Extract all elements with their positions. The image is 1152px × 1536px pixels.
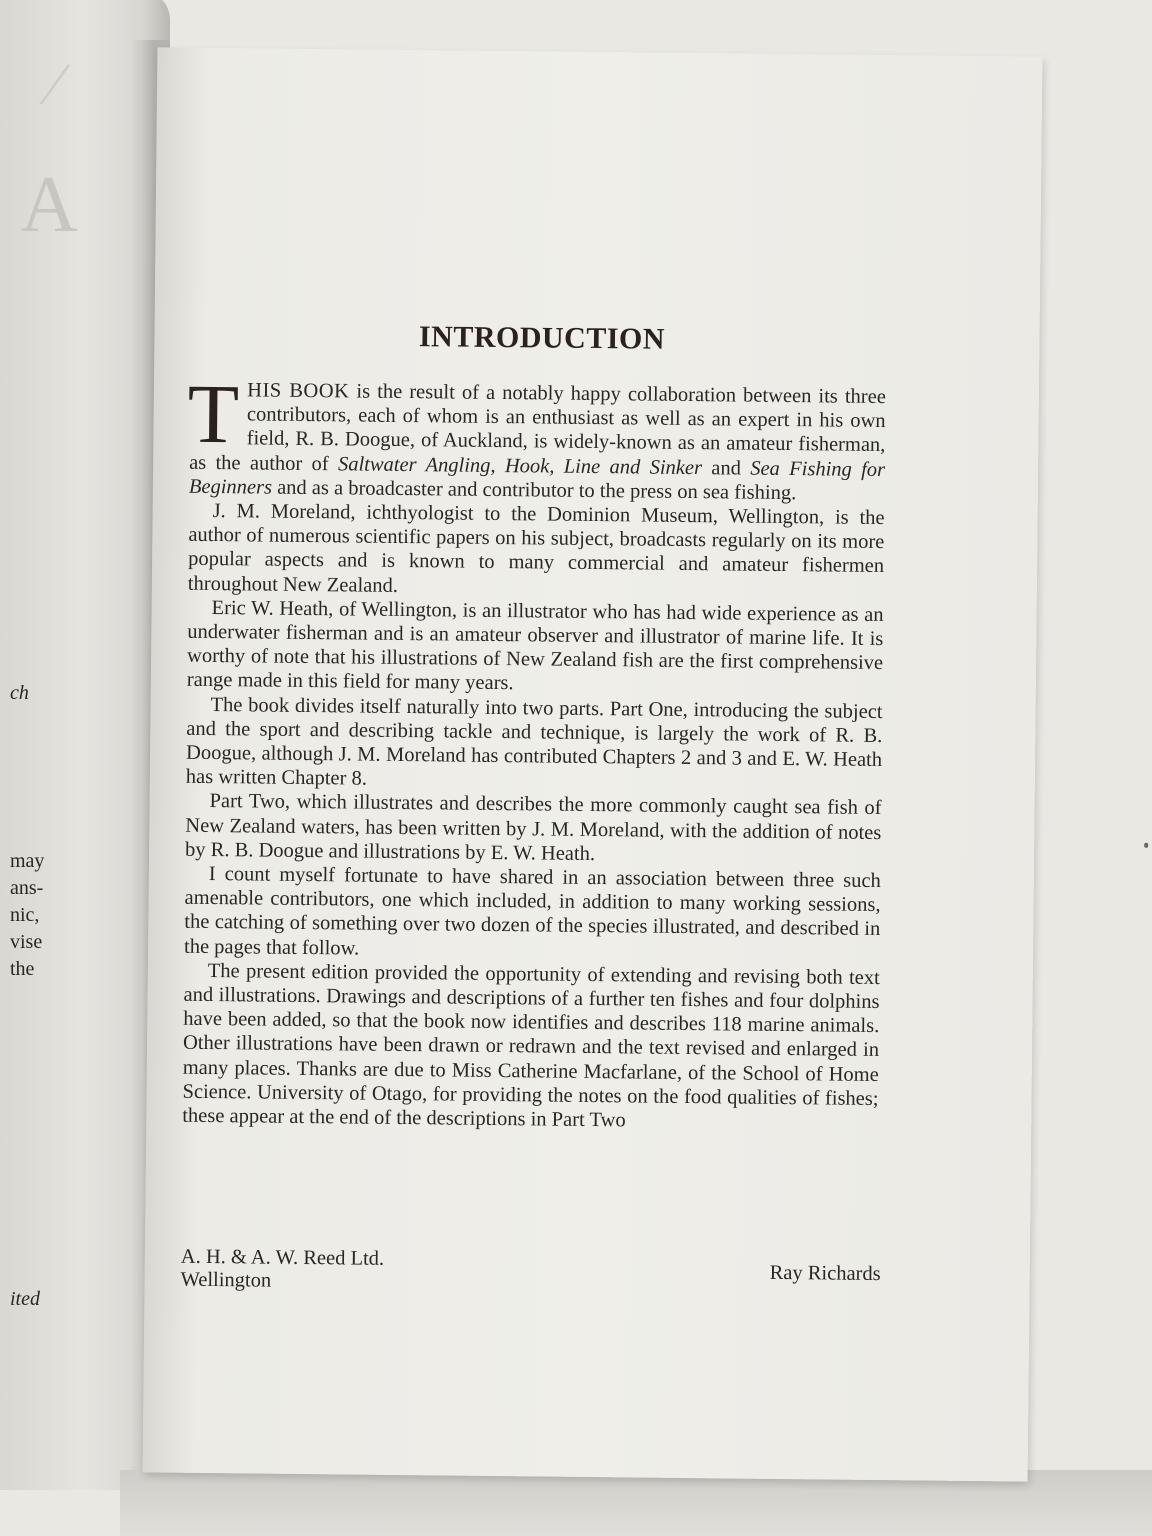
book-title-italic: Sea Fishing for Beginners <box>188 457 886 499</box>
publisher-city: Wellington <box>180 1268 272 1292</box>
left-fragment: vise <box>10 931 43 953</box>
publisher-name: A. H. & A. W. Reed Ltd. <box>180 1245 385 1270</box>
paragraph-1-end: and as a broadcaster and contributor to the press on sea fishing. <box>271 476 797 504</box>
paragraph-2: J. M. Moreland, ichthyologist to the Dominion Museum, Wellington, is the author of numerous scientific papers on his subject, broadcasts regularly on its more popular aspects and is known to many commercial and amateur fishermen throughout New Zealand. <box>187 500 885 597</box>
lead-smallcaps: HIS BOOK <box>247 379 350 403</box>
paragraph-7: The present edition provided the opportunity of extending and revising both text and illustrations. Drawings and descriptions of a further ten fishes and four dolphins have been added, so that the book now identifies and describes 118 marine animals. Other illustrations have been drawn or redrawn and the text revised and enlarged in many places. Thanks are due to Miss Catherine Macfarlane, of the School of Home Science. University of Otago, for providing the notes on the food qualities of fishes; these appear at the end of the descriptions in Part Two <box>182 959 880 1132</box>
left-page-ghost-mark: ⁄ <box>50 51 61 117</box>
page-footer <box>180 1245 881 1292</box>
left-fragment: nic, <box>10 904 40 926</box>
page-speck <box>1144 843 1148 848</box>
left-fragment: ited <box>10 1288 40 1310</box>
right-page <box>143 47 1043 1481</box>
left-fragment: ch <box>10 682 29 704</box>
drop-cap: T <box>187 367 240 462</box>
paragraph-5: Part Two, which illustrates and describes the more commonly caught sea fish of New Zealand waters, has been written by J. M. Moreland, with the addition of notes by R. B. Doogue and illustrations by E. W. Heath. <box>184 790 882 865</box>
paragraph-1-text: is the result of a notably happy collaboration between its three contributors, each of whom is an enthusiast as well as an expert in his own field, R. B. Doogue, of Auckland, is widely-known as an amateur fisherman, as the author of <box>189 380 886 475</box>
left-page-ghost-letter: A <box>20 161 78 249</box>
author-signature: Ray Richards <box>769 1261 881 1286</box>
introduction-body <box>182 367 886 1136</box>
paragraph-4: The book divides itself naturally into two parts. Part One, introducing the subject and the sport and describing tackle and technique, is largely the work of R. B. Doogue, although J. M. Moreland has contributed Chapters 2 and 3 and E. W. Heath has written Chapter 8. <box>185 693 883 790</box>
paragraph-3: Eric W. Heath, of Wellington, is an illustrator who has had wide experience as an underwater fisherman and is an amateur observer and illustrator of marine life. It is worthy of note that his illustrations of New Zealand fish are the first comprehensive range made in this field for many years. <box>186 596 884 695</box>
paragraph-1 <box>187 367 886 506</box>
paragraph-6: I count myself fortunate to have shared in an association between three such amenable contributors, one which included, in addition to many working sessions, the catching of something over two dozen of the species illustrated, and described in the pages that follow. <box>183 863 881 960</box>
left-fragment: may <box>10 850 45 872</box>
left-fragment: the <box>10 958 35 980</box>
left-fragment: ans- <box>10 877 44 899</box>
book-title-italic: Saltwater Angling, Hook, Line and Sinker <box>337 452 703 479</box>
publisher-block <box>180 1246 384 1294</box>
page-title: INTRODUCTION <box>418 320 666 356</box>
paragraph-1-and: and <box>701 456 751 480</box>
